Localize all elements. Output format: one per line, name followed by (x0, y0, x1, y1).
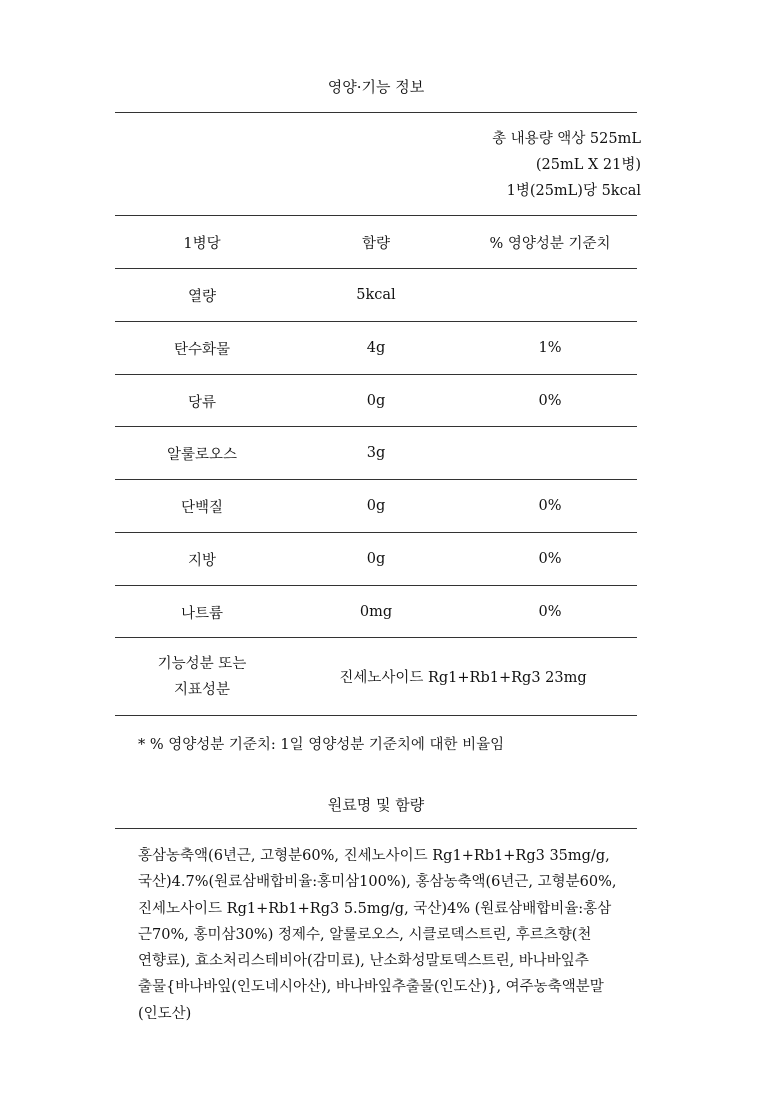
functional-label-line-1: 기능성분 또는 (157, 655, 247, 672)
functional-label-line-2: 지표성분 (173, 681, 231, 698)
table-row (115, 533, 637, 585)
functional-value: 진세노사이드 Rg1+Rb1+Rg3 23mg (339, 670, 587, 686)
total-line-1: 총 내용량 액상 525mL (492, 131, 641, 147)
row-amount: 0g (366, 551, 386, 567)
table-header (115, 216, 637, 268)
ingredients-line: 홍삼농축액(6년근, 고형분60%, 진세노사이드 Rg1+Rb1+Rg3 35mg/g, (138, 848, 610, 864)
ingredients-text (138, 843, 642, 1027)
footnote: * % 영양성분 기준치: 1일 영양성분 기준치에 대한 비율임 (138, 737, 505, 753)
row-amount: 0mg (359, 604, 393, 620)
row-amount: 0g (366, 393, 386, 409)
row-name: 알룰로오스 (166, 446, 238, 463)
table-row (115, 269, 637, 321)
nutrition-title: 영양·기능 정보 (327, 78, 425, 96)
row-amount: 4g (366, 340, 386, 356)
row-pct: 0% (538, 551, 562, 567)
row-name: 열량 (187, 288, 216, 305)
table-row (115, 480, 637, 532)
total-line-2: (25mL X 21병) (535, 157, 641, 173)
row-amount: 3g (366, 445, 386, 461)
header-per-bottle: 1병당 (183, 235, 221, 252)
ingredients-line: 출물{바나바잎(인도네시아산), 바나바잎추출물(인도산)}, 여주농축액분말 (138, 979, 604, 996)
table-row (115, 322, 637, 374)
total-line-3: 1병(25mL)당 5kcal (506, 183, 641, 199)
row-pct: 0% (538, 604, 562, 620)
rule-ingredients (115, 828, 637, 829)
ingredients-line: 국산)4.7%(원료삼배합비율:홍미삼100%), 홍삼농축액(6년근, 고형분60%, (138, 874, 617, 891)
ingredients-line: (인도산) (138, 1005, 192, 1022)
ingredients-line: 진세노사이드 Rg1+Rb1+Rg3 5.5mg/g, 국산)4% (원료삼배합비율:홍삼 (138, 900, 612, 917)
table-row (115, 375, 637, 427)
table-row (115, 427, 637, 479)
row-name: 단백질 (180, 499, 224, 516)
ingredients-line: 근70%, 홍미삼30%) 정제수, 알룰로오스, 시클로덱스트린, 후르츠향(천 (138, 926, 592, 943)
functional-label (115, 651, 289, 703)
row-name: 탄수화물 (173, 341, 231, 358)
ingredients-title: 원료명 및 함량 (327, 796, 425, 814)
row-amount: 5kcal (356, 287, 396, 303)
row-pct: 1% (538, 340, 562, 356)
row-pct: 0% (538, 498, 562, 514)
row-name: 나트륨 (180, 605, 224, 622)
header-daily-value: % 영양성분 기준치 (489, 235, 611, 252)
total-content (492, 126, 641, 204)
ingredients-line: 연향료), 효소처리스테비아(감미료), 난소화성말토덱스트린, 바나바잎추 (138, 953, 589, 970)
header-amount: 함량 (361, 235, 390, 252)
row-pct: 0% (538, 393, 562, 409)
row-name: 지방 (187, 552, 216, 569)
functional-row (115, 638, 637, 715)
table-row (115, 586, 637, 638)
row-amount: 0g (366, 498, 386, 514)
rule-top (115, 112, 637, 113)
rule-table-bottom (115, 715, 637, 716)
row-name: 당류 (187, 394, 216, 411)
